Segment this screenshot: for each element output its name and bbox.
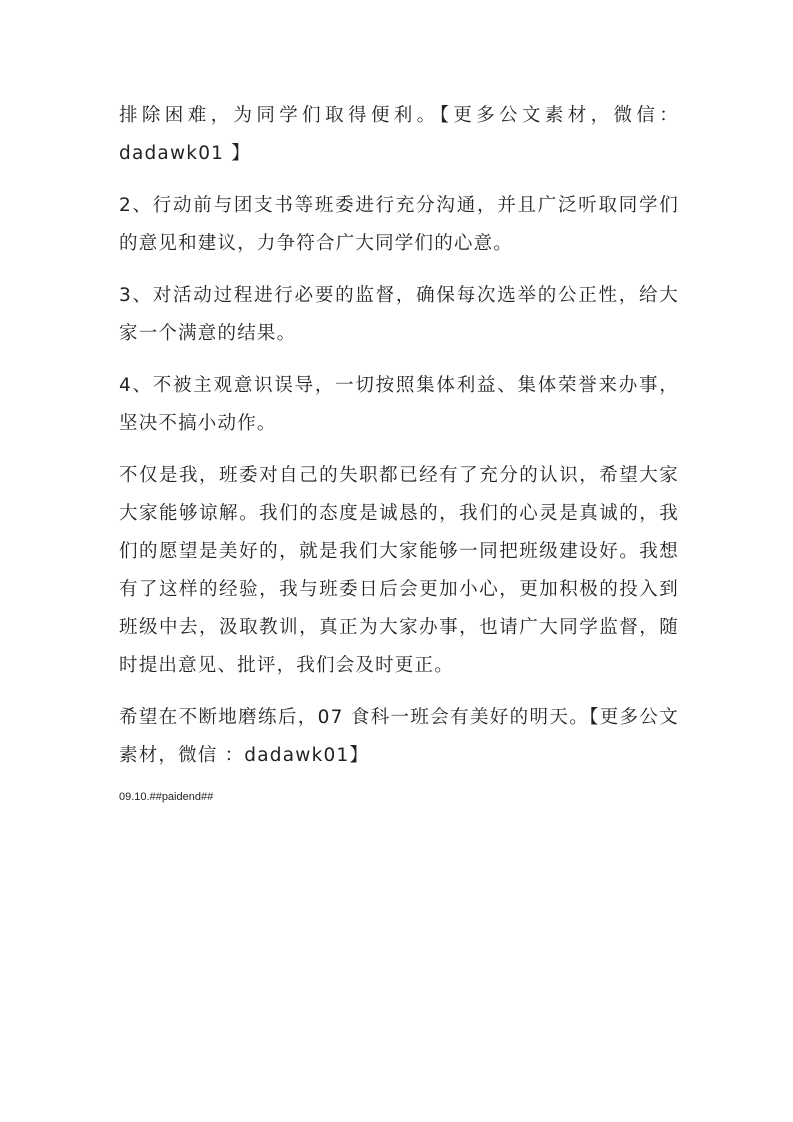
paragraph-item-4: 4、不被主观意识误导，一切按照集体利益、集体荣誉来办事，坚决不搞小动作。 (119, 375, 679, 434)
paragraph-item-2: 2、行动前与团支书等班委进行充分沟通，并且广泛听取同学们的意见和建议，力争符合广大同学们的心意。 (119, 195, 679, 254)
paragraph-reflection: 不仅是我，班委对自己的失职都已经有了充分的认识，希望大家大家能够谅解。我们的态度是诚恳的，我们的心灵是真诚的，我们的愿望是美好的，就是我们大家能够一同把班级建设好。我想有了这样的经验，我与班委日后会更加小心，更加积极的投入到班级中去，汲取教训，真正为大家办事，也请广大同学监督，随时提出意见、批评，我们会及时更正。 (119, 465, 679, 676)
paragraph-item-3: 3、对活动过程进行必要的监督，确保每次选举的公正性，给大家一个满意的结果。 (119, 285, 679, 344)
footer-note: 09.10.##paidend## (119, 791, 214, 803)
paragraph-intro: 排除困难，为同学们取得便利。【更多公文素材，微信：dadawk01 】 (119, 105, 679, 164)
paragraph-closing: 希望在不断地磨练后，07 食科一班会有美好的明天。【更多公文素材，微信 ：dadawk01】 (119, 707, 679, 766)
document-body (119, 97, 679, 805)
